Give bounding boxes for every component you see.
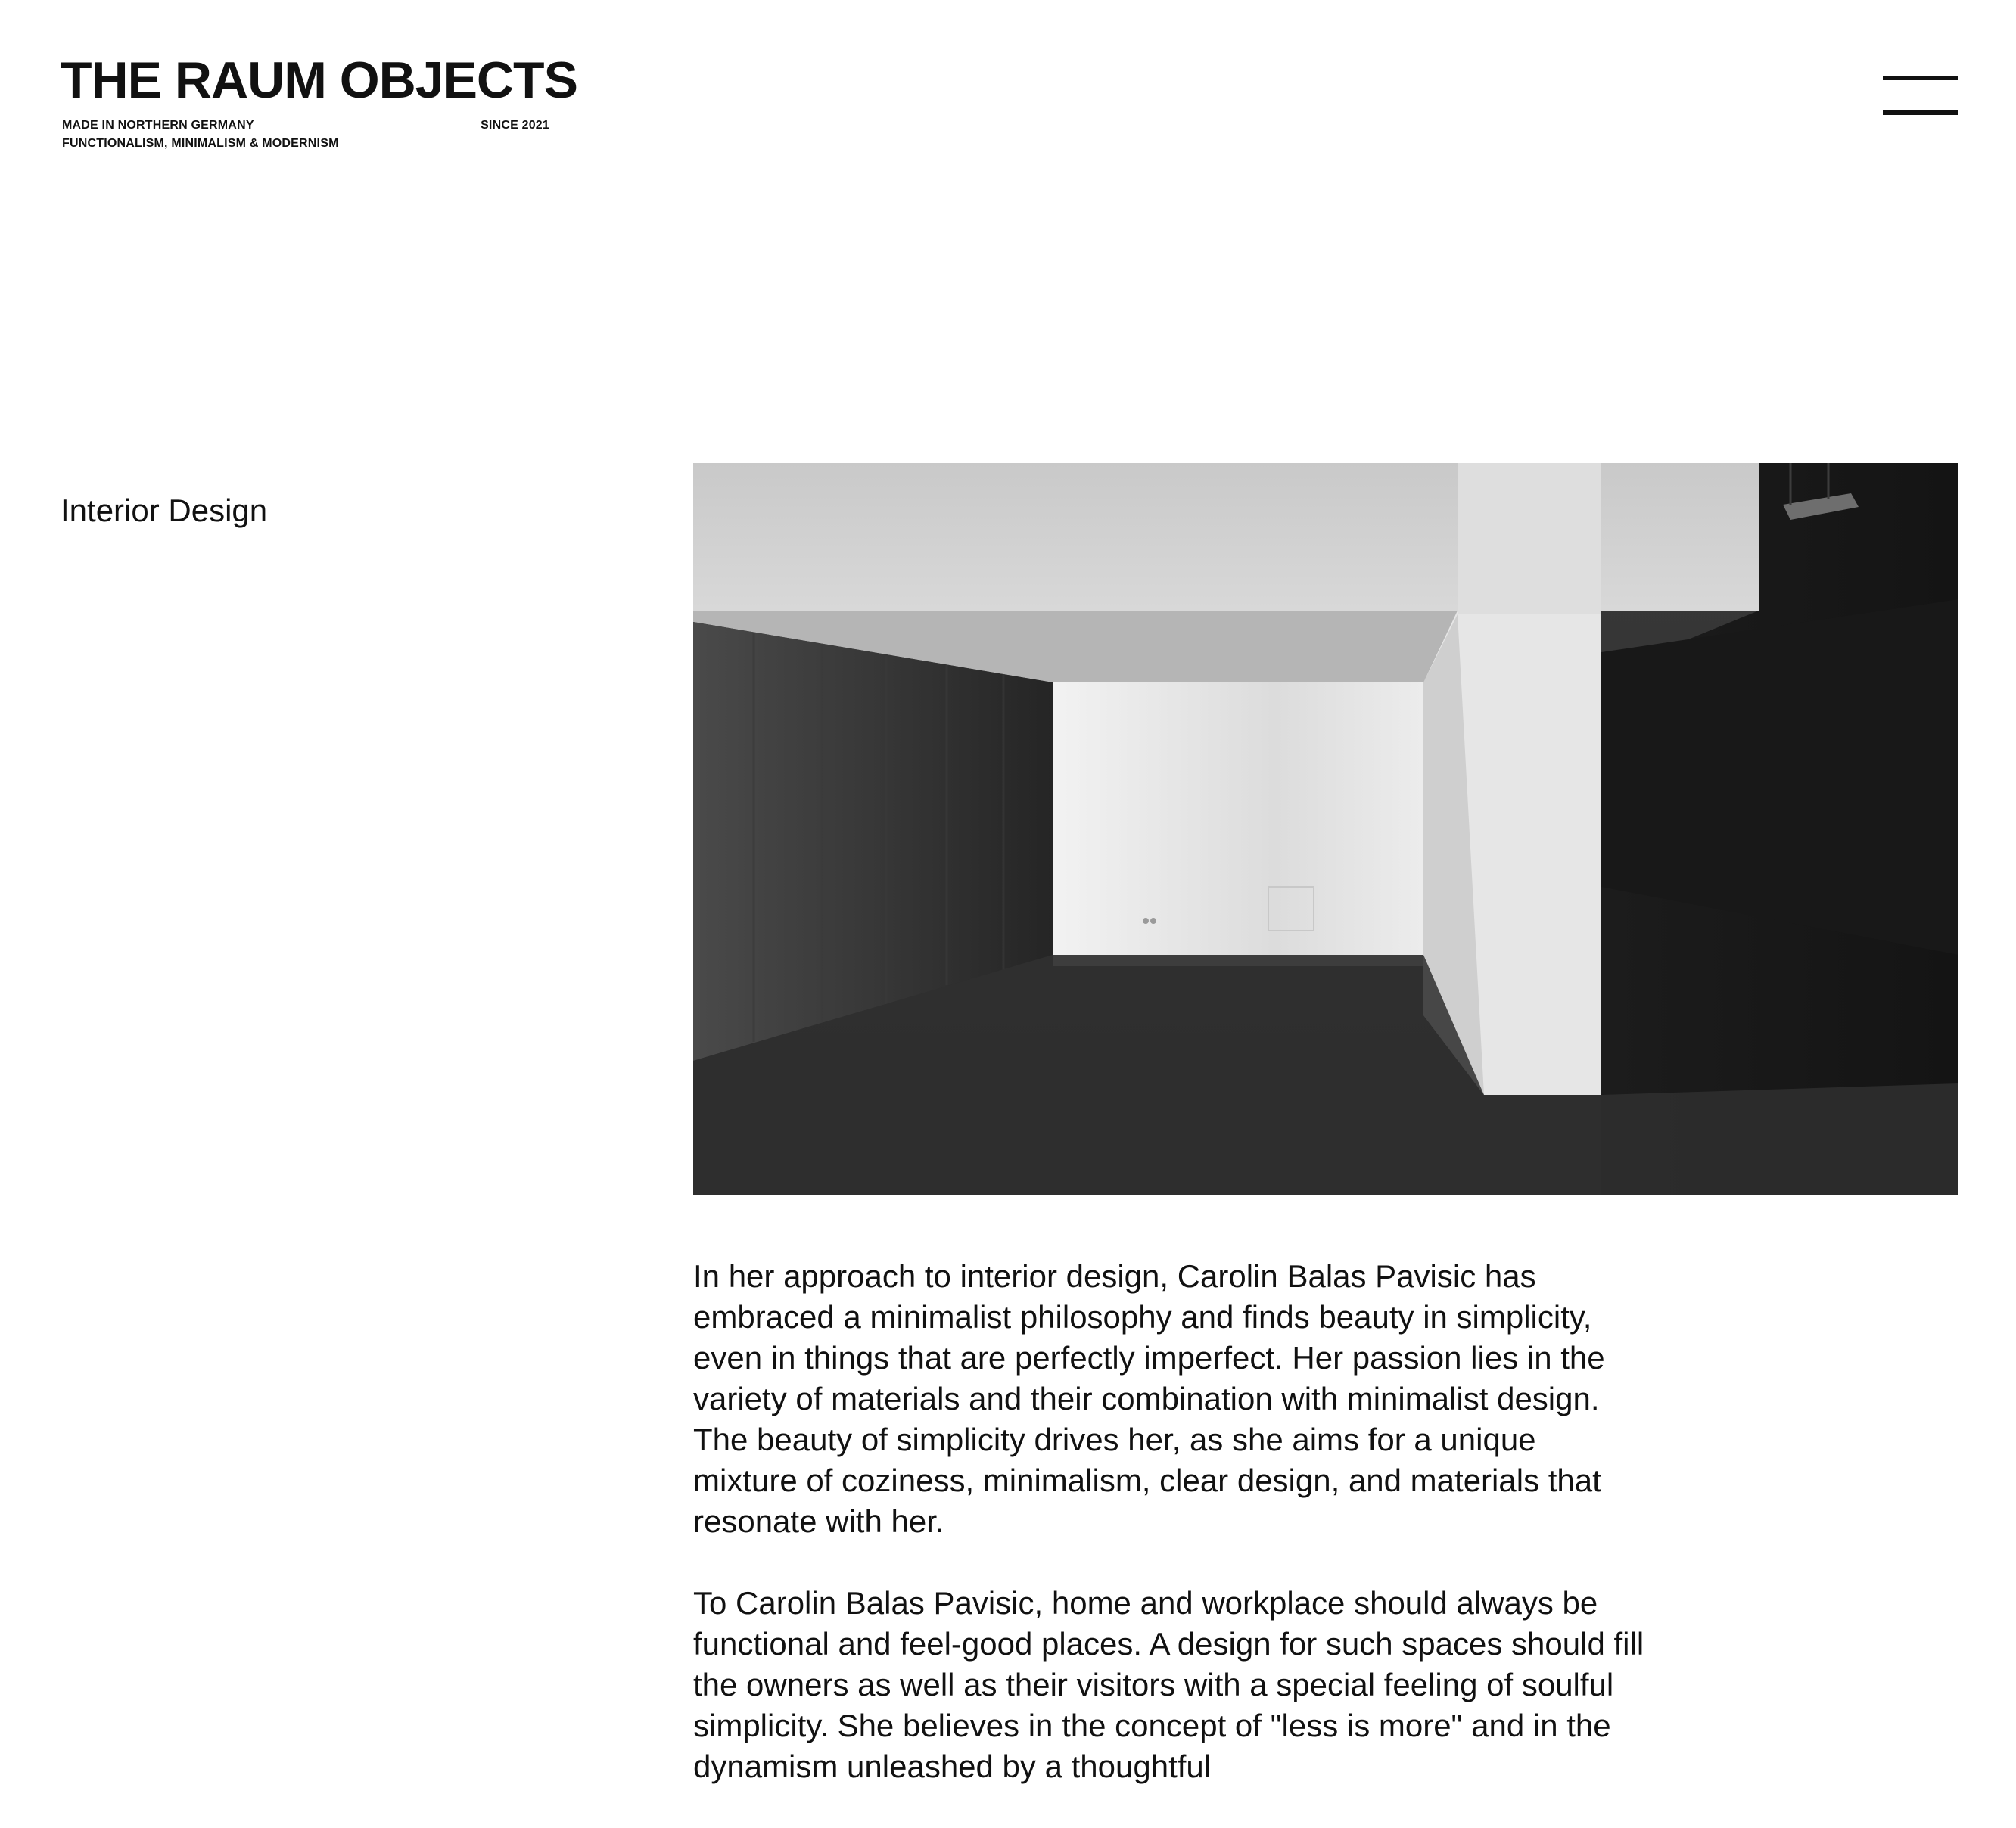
tagline-origin: MADE IN NORTHERN GERMANY bbox=[62, 119, 254, 132]
menu-bar-top bbox=[1883, 76, 1958, 80]
tagline-philosophy: FUNCTIONALISM, MINIMALISM & MODERNISM bbox=[62, 137, 339, 150]
hero-image bbox=[693, 463, 1958, 1195]
since-label: SINCE 2021 bbox=[481, 119, 549, 132]
brand-tagline bbox=[61, 117, 549, 150]
brand-title[interactable]: THE RAUM OBJECTS bbox=[61, 51, 577, 109]
hamburger-menu-icon[interactable] bbox=[1883, 73, 1958, 118]
section-title: Interior Design bbox=[61, 492, 268, 528]
paragraph-1: In her approach to interior design, Carolin Balas Pavisic has embraced a minimalist philosophy and finds beauty in simplicity, even in things that are perfectly imperfect. Her passion lies in the variety of materials and their combination with minimalist design. The beauty of simplicity drives her, as she aims for a unique mixture of coziness, minimalism, clear design, and materials that resonate with her. bbox=[693, 1258, 1605, 1539]
article-body bbox=[693, 1256, 1647, 1828]
menu-bar-bottom bbox=[1883, 110, 1958, 115]
paragraph-2: To Carolin Balas Pavisic, home and workplace should always be functional and feel-good places. A design for such spaces should fill the owners as well as their visitors with a special feeling of soulful simplicity. She believes in the concept of "less is more" and in the dynamism unleashed by a thoughtful bbox=[693, 1585, 1644, 1784]
brand-logo[interactable] bbox=[61, 51, 577, 150]
interior-photo bbox=[693, 463, 1958, 1195]
